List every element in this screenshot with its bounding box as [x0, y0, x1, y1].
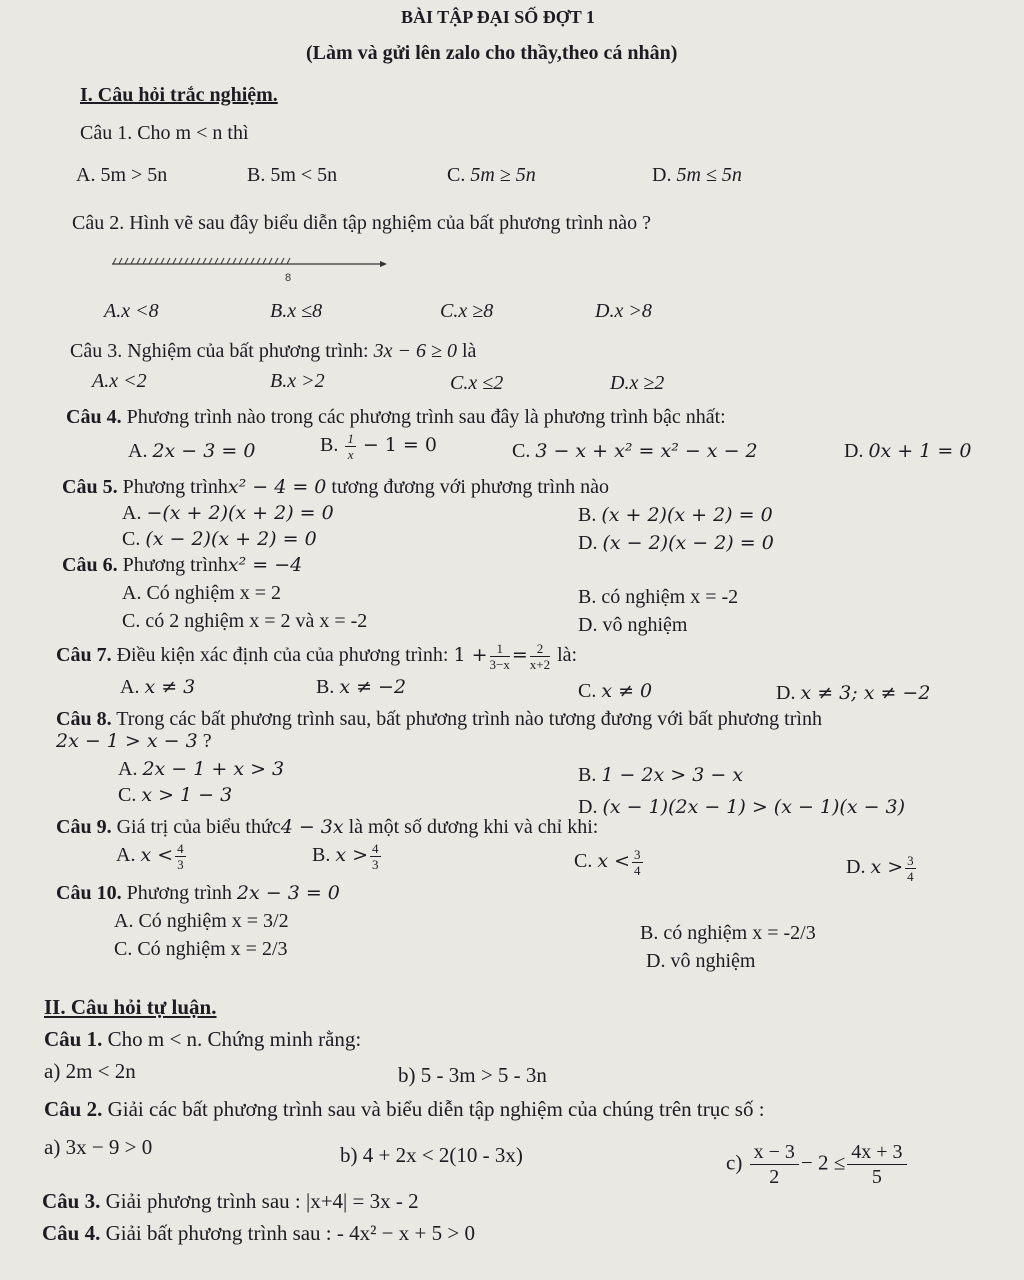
essay-q2-part-b: b) 4 + 2x < 2(10 - 3x): [340, 1143, 523, 1167]
q1-stem: Câu 1. Cho m < n thì: [80, 122, 249, 144]
q2-option-b: B.x ≤8: [270, 300, 323, 322]
q5-stem: Câu 5. Phương trìnhx² − 4 = 0 tương đương với phương trình nào: [62, 476, 609, 498]
q4-option-b: B. $\frac{1}{x}$ − 1 = 0: [320, 431, 437, 462]
section-1-heading: I. Câu hỏi trắc nghiệm.: [80, 84, 278, 106]
q3-option-a: A.x <2: [92, 370, 147, 392]
q4-option-a: A. 2x − 3 = 0: [128, 440, 256, 462]
q5-option-a: A. −(x + 2)(x + 2) = 0: [122, 502, 334, 524]
q2-option-d: D.x >8: [595, 300, 652, 322]
number-line-hatching: [113, 258, 290, 264]
essay-q4: Câu 4. Giải bất phương trình sau : - 4x² − x + 5 > 0: [42, 1221, 475, 1245]
essay-q2-part-c: c) $\frac{x - 3}{2}$ − 2 ≤ $\frac{4x + 3}{5}$: [726, 1140, 909, 1189]
q7-option-a: A. x ≠ 3: [120, 676, 196, 698]
section-2-heading: II. Câu hỏi tự luận.: [44, 995, 217, 1019]
q1-option-d: D. 5m ≤ 5n: [652, 164, 742, 186]
q8-option-a: A. 2x − 1 + x > 3: [118, 758, 285, 780]
q9-option-b: B. x > $\frac{4}{3}$: [312, 841, 379, 872]
q4-stem: Câu 4. Phương trình nào trong các phương trình sau đây là phương trình bậc nhất:: [66, 406, 726, 428]
essay-q2-stem: Câu 2. Giải các bất phương trình sau và biểu diễn tập nghiệm của chúng trên trục số :: [44, 1097, 765, 1121]
q8-option-d: D. (x − 1)(2x − 1) > (x − 1)(x − 3): [578, 796, 906, 818]
q8-stem: Câu 8. Trong các bất phương trình sau, bất phương trình nào tương đương với bất phương trình: [56, 708, 822, 730]
q7-stem: Câu 7. Điều kiện xác định của của phương trình: 1 + $\frac{1}{3-x}$ = $\frac{2}{x+2}$ là:: [56, 641, 578, 672]
q6-option-c: C. có 2 nghiệm x = 2 và x = -2: [122, 610, 368, 632]
q10-option-c: C. Có nghiệm x = 2/3: [114, 938, 288, 960]
q3-option-d: D.x ≥2: [610, 372, 665, 394]
q10-option-d: D. vô nghiệm: [646, 950, 756, 972]
q9-option-d: D. x > $\frac{3}{4}$: [846, 853, 914, 884]
q6-option-a: A. Có nghiệm x = 2: [122, 582, 282, 604]
q6-stem: Câu 6. Phương trìnhx² = −4: [62, 554, 303, 576]
q10-stem: Câu 10. Phương trình 2x − 3 = 0: [56, 882, 340, 904]
q5-option-d: D. (x − 2)(x − 2) = 0: [578, 532, 774, 554]
q1-option-a: A. 5m > 5n: [76, 164, 168, 186]
q9-option-c: C. x < $\frac{3}{4}$: [574, 847, 641, 878]
q8-stem-line-2: 2x − 1 > x − 3 ?: [56, 730, 212, 752]
number-line-figure: [112, 252, 387, 282]
essay-q1-part-a: a) 2m < 2n: [44, 1059, 136, 1083]
q2-option-c: C.x ≥8: [440, 300, 494, 322]
q1-option-b: B. 5m < 5n: [247, 164, 338, 186]
q9-stem: Câu 9. Giá trị của biểu thức4 − 3x là một số dương khi và chỉ khi:: [56, 816, 599, 838]
q3-option-b: B.x >2: [270, 370, 325, 392]
q7-option-c: C. x ≠ 0: [578, 680, 653, 702]
q10-option-b: B. có nghiệm x = -2/3: [640, 922, 816, 944]
q8-option-b: B. 1 − 2x > 3 − x: [578, 764, 744, 786]
q2-option-a: A.x <8: [104, 300, 159, 322]
q6-option-b: B. có nghiệm x = -2: [578, 586, 739, 608]
q9-option-a: A. x < $\frac{4}{3}$: [116, 841, 184, 872]
number-line-arrow: [380, 261, 387, 267]
essay-q1-stem: Câu 1. Cho m < n. Chứng minh rằng:: [44, 1027, 362, 1051]
q3-option-c: C.x ≤2: [450, 372, 504, 394]
essay-q1-part-b: b) 5 - 3m > 5 - 3n: [398, 1063, 547, 1087]
q6-option-d: D. vô nghiệm: [578, 614, 688, 636]
page-title: BÀI TẬP ĐẠI SỐ ĐỢT 1: [401, 7, 595, 27]
q5-option-b: B. (x + 2)(x + 2) = 0: [578, 504, 773, 526]
q10-option-a: A. Có nghiệm x = 3/2: [114, 910, 289, 932]
q7-option-b: B. x ≠ −2: [316, 676, 407, 698]
q5-option-c: C. (x − 2)(x + 2) = 0: [122, 528, 317, 550]
number-line-label: 8: [284, 272, 292, 282]
page-subtitle: (Làm và gửi lên zalo cho thầy,theo cá nhân): [306, 42, 678, 64]
essay-q3: Câu 3. Giải phương trình sau : |x+4| = 3x - 2: [42, 1189, 419, 1213]
q1-option-c: C. 5m ≥ 5n: [447, 164, 536, 186]
q4-option-d: D. 0x + 1 = 0: [844, 440, 972, 462]
essay-q2-part-a: a) 3x − 9 > 0: [44, 1135, 153, 1159]
q8-option-c: C. x > 1 − 3: [118, 784, 233, 806]
q4-option-c: C. 3 − x + x² = x² − x − 2: [512, 440, 758, 462]
q3-stem: Câu 3. Nghiệm của bất phương trình: 3x − 6 ≥ 0 là: [70, 340, 477, 362]
q7-option-d: D. x ≠ 3; x ≠ −2: [776, 682, 931, 704]
q2-stem: Câu 2. Hình vẽ sau đây biểu diễn tập nghiệm của bất phương trình nào ?: [72, 212, 652, 234]
